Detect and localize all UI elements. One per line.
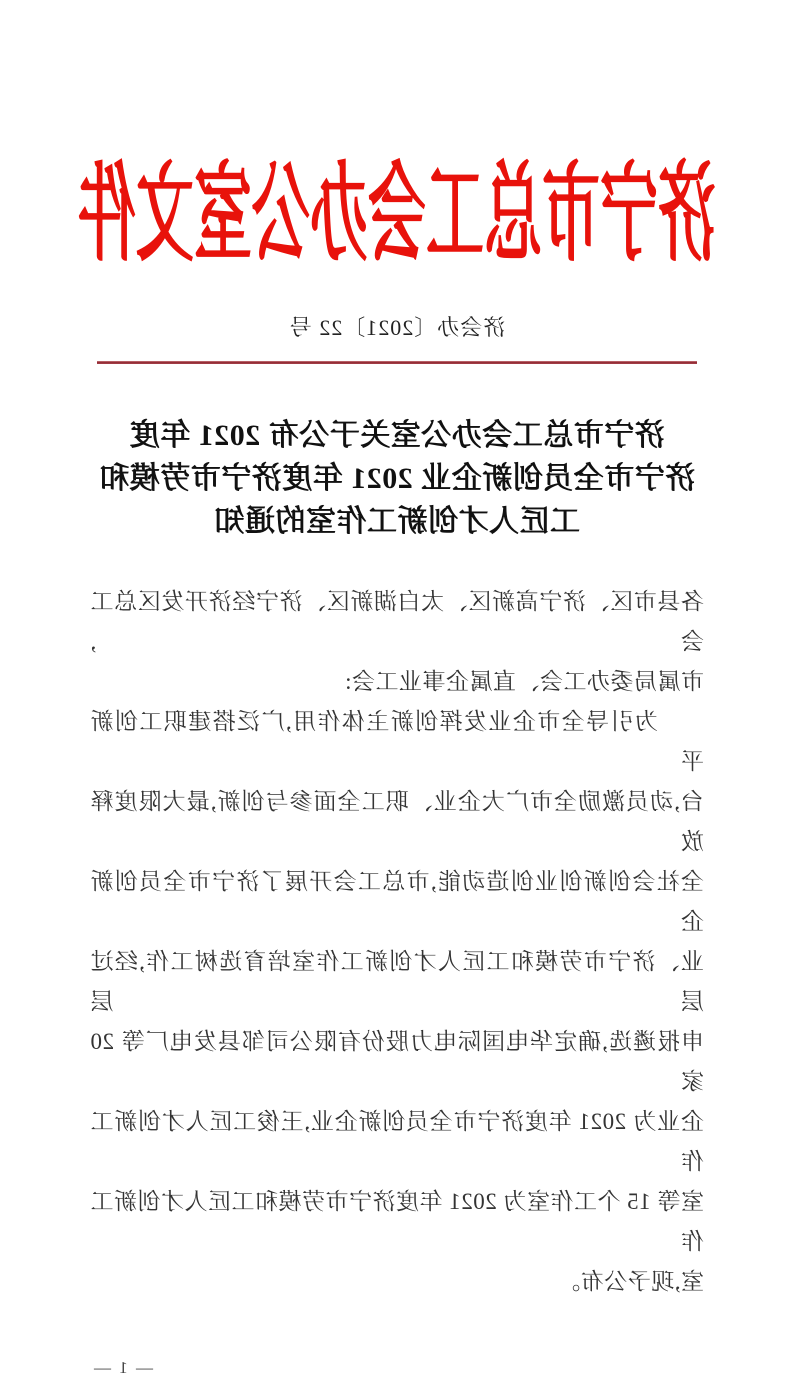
body-line-paragraph-2: 台,动员激励全市广大企业、职工全面参与创新,最大限度释放 xyxy=(90,789,704,854)
document-title xyxy=(0,414,794,543)
title-line-3: 工匠人才创新工作室的通知 xyxy=(214,505,580,538)
body-line-paragraph-4: 业、济宁市劳模和工匠人才创新工作室培育选树工作,经过层层 xyxy=(90,949,704,1014)
title-line-1: 济宁市总工会办公室关于公布 2021 年度 xyxy=(129,419,665,452)
body-line-paragraph-7: 室等 15 个工作室为 2021 年度济宁市劳模和工匠人才创新工作 xyxy=(90,1189,704,1254)
red-divider-line xyxy=(97,361,697,364)
red-header-band xyxy=(0,140,794,276)
body-line-paragraph-6: 企业为 2021 年度济宁市全员创新企业,王俊工匠人才创新工作 xyxy=(90,1109,704,1174)
body-line-closing: 室,现予公布。 xyxy=(556,1269,704,1294)
body-line-paragraph-1: 为引导全市企业发挥创新主体作用,广泛搭建职工创新平 xyxy=(90,709,704,774)
document-body xyxy=(90,582,704,1302)
body-line-salutation-2: 市属局委办工会、直属企事业工会: xyxy=(344,669,704,694)
body-line-salutation-1: 各县市区、济宁高新区、太白湖新区、济宁经济开发区总工会, xyxy=(90,589,704,654)
document-number: 济会办〔2021〕22 号 xyxy=(288,315,506,340)
page-number: — 1 — xyxy=(92,1358,153,1377)
body-line-paragraph-3: 全社会创新创业创造动能,市总工会开展了济宁市全员创新企 xyxy=(90,869,704,934)
agency-header-title: 济宁市总工会办公室文件 xyxy=(78,149,717,276)
title-line-2: 济宁市全员创新企业 2021 年度济宁市劳模和 xyxy=(98,462,696,495)
body-line-paragraph-5: 申报遴选,确定华电国际电力股份有限公司邹县发电厂等 20 家 xyxy=(90,1029,704,1094)
